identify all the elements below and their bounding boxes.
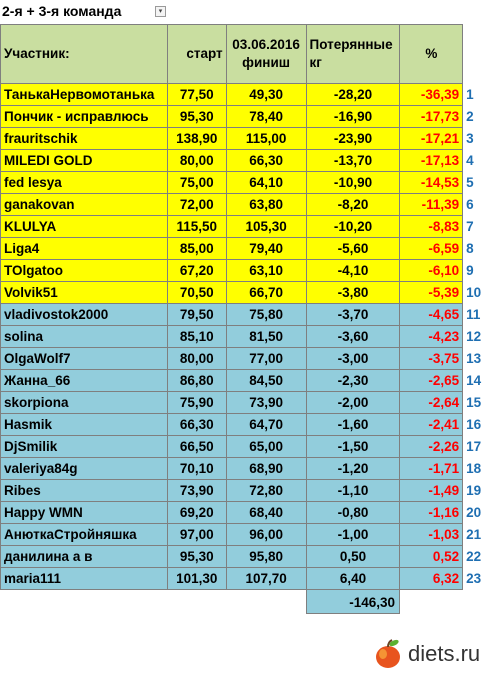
participant-name-cell[interactable]: skorpiona: [1, 392, 168, 414]
header-finish-label: финиш: [242, 55, 290, 70]
header-row: [1, 25, 499, 84]
rank-number: 1: [463, 84, 499, 106]
percent-cell[interactable]: -6,59: [400, 238, 463, 260]
lost-kg-cell[interactable]: -10,90: [306, 172, 400, 194]
table-row: [1, 282, 499, 304]
lost-kg-cell[interactable]: -16,90: [306, 106, 400, 128]
finish-weight-cell[interactable]: 49,30: [226, 84, 306, 106]
finish-weight-cell[interactable]: 73,90: [226, 392, 306, 414]
finish-weight-cell[interactable]: 64,70: [226, 414, 306, 436]
rank-number: 3: [463, 128, 499, 150]
header-finish: [226, 25, 306, 84]
participant-name-cell[interactable]: данилина а в: [1, 546, 168, 568]
table-row: [1, 128, 499, 150]
table-row: [1, 414, 499, 436]
rank-number: 23: [463, 568, 499, 590]
lost-kg-cell[interactable]: -3,00: [306, 348, 400, 370]
apple-icon: [372, 638, 404, 670]
percent-cell[interactable]: -4,65: [400, 304, 463, 326]
start-weight-cell[interactable]: 69,20: [167, 502, 226, 524]
start-weight-cell[interactable]: 97,00: [167, 524, 226, 546]
finish-weight-cell[interactable]: 115,00: [226, 128, 306, 150]
percent-cell[interactable]: -17,73: [400, 106, 463, 128]
percent-cell[interactable]: -2,41: [400, 414, 463, 436]
participant-name-cell[interactable]: ТанькаНервомотанька: [1, 84, 168, 106]
finish-weight-cell[interactable]: 84,50: [226, 370, 306, 392]
table-row: [1, 568, 499, 590]
participant-name-cell[interactable]: Пончик - исправлюсь: [1, 106, 168, 128]
rank-number: 12: [463, 326, 499, 348]
lost-kg-cell[interactable]: -8,20: [306, 194, 400, 216]
start-weight-cell[interactable]: 85,10: [167, 326, 226, 348]
table-row: [1, 326, 499, 348]
lost-kg-cell[interactable]: -1,10: [306, 480, 400, 502]
percent-cell[interactable]: -17,21: [400, 128, 463, 150]
rank-number: 13: [463, 348, 499, 370]
start-weight-cell[interactable]: 85,00: [167, 238, 226, 260]
participant-name-cell[interactable]: KLULYA: [1, 216, 168, 238]
filter-dropdown-icon[interactable]: ▾: [155, 6, 166, 17]
participant-name-cell[interactable]: Volvik51: [1, 282, 168, 304]
start-weight-cell[interactable]: 75,00: [167, 172, 226, 194]
finish-weight-cell[interactable]: 79,40: [226, 238, 306, 260]
start-weight-cell[interactable]: 73,90: [167, 480, 226, 502]
finish-weight-cell[interactable]: 63,80: [226, 194, 306, 216]
finish-weight-cell[interactable]: 66,70: [226, 282, 306, 304]
table-row: [1, 238, 499, 260]
lost-kg-cell[interactable]: -2,30: [306, 370, 400, 392]
lost-kg-cell[interactable]: -1,20: [306, 458, 400, 480]
table-row: [1, 392, 499, 414]
percent-cell[interactable]: -3,75: [400, 348, 463, 370]
rank-number: 15: [463, 392, 499, 414]
rank-number: 16: [463, 414, 499, 436]
start-weight-cell[interactable]: 79,50: [167, 304, 226, 326]
table-row: [1, 524, 499, 546]
finish-weight-cell[interactable]: 77,00: [226, 348, 306, 370]
table-row: [1, 502, 499, 524]
percent-cell[interactable]: -1,71: [400, 458, 463, 480]
start-weight-cell[interactable]: 95,30: [167, 106, 226, 128]
logo-main-text: diets: [408, 641, 455, 666]
sheet-title: 2-я + 3-я команда: [2, 3, 122, 19]
rank-number: 9: [463, 260, 499, 282]
participant-name-cell[interactable]: TOlgatoo: [1, 260, 168, 282]
table-row: [1, 106, 499, 128]
header-lost: [306, 25, 400, 84]
participant-name-cell[interactable]: OlgaWolf7: [1, 348, 168, 370]
participant-name-cell[interactable]: Жанна_66: [1, 370, 168, 392]
percent-cell[interactable]: -5,39: [400, 282, 463, 304]
finish-weight-cell[interactable]: 75,80: [226, 304, 306, 326]
lost-kg-cell[interactable]: -28,20: [306, 84, 400, 106]
table-row: [1, 480, 499, 502]
rank-number: 8: [463, 238, 499, 260]
start-weight-cell[interactable]: 75,90: [167, 392, 226, 414]
participant-name-cell[interactable]: АнюткаСтройняшка: [1, 524, 168, 546]
participant-name-cell[interactable]: frauritschik: [1, 128, 168, 150]
table-row: [1, 458, 499, 480]
start-weight-cell[interactable]: 66,50: [167, 436, 226, 458]
percent-cell[interactable]: -17,13: [400, 150, 463, 172]
rank-number: 7: [463, 216, 499, 238]
start-weight-cell[interactable]: 80,00: [167, 348, 226, 370]
lost-kg-cell[interactable]: -3,80: [306, 282, 400, 304]
start-weight-cell[interactable]: 138,90: [167, 128, 226, 150]
participant-name-cell[interactable]: Ribes: [1, 480, 168, 502]
lost-kg-cell[interactable]: 6,40: [306, 568, 400, 590]
participant-name-cell[interactable]: Liga4: [1, 238, 168, 260]
start-weight-cell[interactable]: 67,20: [167, 260, 226, 282]
participant-name-cell[interactable]: Happy WMN: [1, 502, 168, 524]
lost-kg-cell[interactable]: -10,20: [306, 216, 400, 238]
rank-number: 6: [463, 194, 499, 216]
percent-cell[interactable]: -1,49: [400, 480, 463, 502]
header-finish-date: 03.06.2016: [232, 37, 300, 52]
participant-name-cell[interactable]: maria111: [1, 568, 168, 590]
finish-weight-cell[interactable]: 78,40: [226, 106, 306, 128]
header-lost-label: Потерянные: [309, 37, 393, 52]
table-row: [1, 194, 499, 216]
percent-cell[interactable]: -2,64: [400, 392, 463, 414]
start-weight-cell[interactable]: 95,30: [167, 546, 226, 568]
table-row: [1, 436, 499, 458]
table-row: [1, 370, 499, 392]
results-table: [0, 24, 499, 590]
rank-number: 19: [463, 480, 499, 502]
rank-number: 18: [463, 458, 499, 480]
finish-weight-cell[interactable]: 107,70: [226, 568, 306, 590]
participant-name-cell[interactable]: solina: [1, 326, 168, 348]
table-row: [1, 546, 499, 568]
lost-kg-cell[interactable]: -1,00: [306, 524, 400, 546]
finish-weight-cell[interactable]: 96,00: [226, 524, 306, 546]
percent-cell[interactable]: -1,03: [400, 524, 463, 546]
lost-kg-cell[interactable]: -3,60: [306, 326, 400, 348]
finish-weight-cell[interactable]: 95,80: [226, 546, 306, 568]
percent-cell[interactable]: 6,32: [400, 568, 463, 590]
table-row: [1, 260, 499, 282]
finish-weight-cell[interactable]: 65,00: [226, 436, 306, 458]
lost-kg-cell[interactable]: -23,90: [306, 128, 400, 150]
header-rank-blank: [463, 25, 499, 84]
participant-name-cell[interactable]: MILEDI GOLD: [1, 150, 168, 172]
finish-weight-cell[interactable]: 105,30: [226, 216, 306, 238]
lost-kg-cell[interactable]: -5,60: [306, 238, 400, 260]
participant-name-cell[interactable]: ganakovan: [1, 194, 168, 216]
participant-name-cell[interactable]: DjSmilik: [1, 436, 168, 458]
percent-cell[interactable]: -8,83: [400, 216, 463, 238]
finish-weight-cell[interactable]: 72,80: [226, 480, 306, 502]
lost-kg-cell[interactable]: -2,00: [306, 392, 400, 414]
lost-kg-cell[interactable]: 0,50: [306, 546, 400, 568]
diets-logo: [372, 634, 480, 674]
start-weight-cell[interactable]: 70,50: [167, 282, 226, 304]
total-cell[interactable]: -146,30: [306, 589, 400, 614]
rank-number: 4: [463, 150, 499, 172]
rank-number: 20: [463, 502, 499, 524]
participant-name-cell[interactable]: fed lesya: [1, 172, 168, 194]
lost-kg-cell[interactable]: -4,10: [306, 260, 400, 282]
start-weight-cell[interactable]: 70,10: [167, 458, 226, 480]
table-row: [1, 216, 499, 238]
percent-cell[interactable]: -14,53: [400, 172, 463, 194]
rank-number: 11: [463, 304, 499, 326]
finish-weight-cell[interactable]: 63,10: [226, 260, 306, 282]
start-weight-cell[interactable]: 66,30: [167, 414, 226, 436]
rank-number: 17: [463, 436, 499, 458]
finish-weight-cell[interactable]: 64,10: [226, 172, 306, 194]
percent-cell[interactable]: -36,39: [400, 84, 463, 106]
start-weight-cell[interactable]: 72,00: [167, 194, 226, 216]
lost-kg-cell[interactable]: -13,70: [306, 150, 400, 172]
rank-number: 21: [463, 524, 499, 546]
lost-kg-cell[interactable]: -3,70: [306, 304, 400, 326]
rank-number: 2: [463, 106, 499, 128]
table-row: [1, 348, 499, 370]
participant-name-cell[interactable]: Hasmik: [1, 414, 168, 436]
percent-cell[interactable]: -11,39: [400, 194, 463, 216]
start-weight-cell[interactable]: 115,50: [167, 216, 226, 238]
start-weight-cell[interactable]: 101,30: [167, 568, 226, 590]
rank-number: 22: [463, 546, 499, 568]
percent-cell[interactable]: -6,10: [400, 260, 463, 282]
finish-weight-cell[interactable]: 81,50: [226, 326, 306, 348]
header-lost-unit: кг: [309, 55, 322, 70]
table-row: [1, 150, 499, 172]
lost-kg-cell[interactable]: -0,80: [306, 502, 400, 524]
logo-text: [408, 641, 480, 667]
lost-kg-cell[interactable]: -1,50: [306, 436, 400, 458]
finish-weight-cell[interactable]: 68,40: [226, 502, 306, 524]
finish-weight-cell[interactable]: 66,30: [226, 150, 306, 172]
percent-cell[interactable]: -1,16: [400, 502, 463, 524]
header-participant: Участник:: [1, 25, 168, 84]
start-weight-cell[interactable]: 77,50: [167, 84, 226, 106]
percent-cell[interactable]: -2,26: [400, 436, 463, 458]
header-start: старт: [167, 25, 226, 84]
table-row: [1, 172, 499, 194]
rank-number: 5: [463, 172, 499, 194]
logo-suffix: .ru: [454, 641, 481, 666]
finish-weight-cell[interactable]: 68,90: [226, 458, 306, 480]
header-percent: %: [400, 25, 463, 84]
percent-cell[interactable]: -2,65: [400, 370, 463, 392]
rank-number: 10: [463, 282, 499, 304]
lost-kg-cell[interactable]: -1,60: [306, 414, 400, 436]
table-row: [1, 84, 499, 106]
start-weight-cell[interactable]: 80,00: [167, 150, 226, 172]
percent-cell[interactable]: -4,23: [400, 326, 463, 348]
start-weight-cell[interactable]: 86,80: [167, 370, 226, 392]
table-row: [1, 304, 499, 326]
participant-name-cell[interactable]: valeriya84g: [1, 458, 168, 480]
rank-number: 14: [463, 370, 499, 392]
participant-name-cell[interactable]: vladivostok2000: [1, 304, 168, 326]
percent-cell[interactable]: 0,52: [400, 546, 463, 568]
